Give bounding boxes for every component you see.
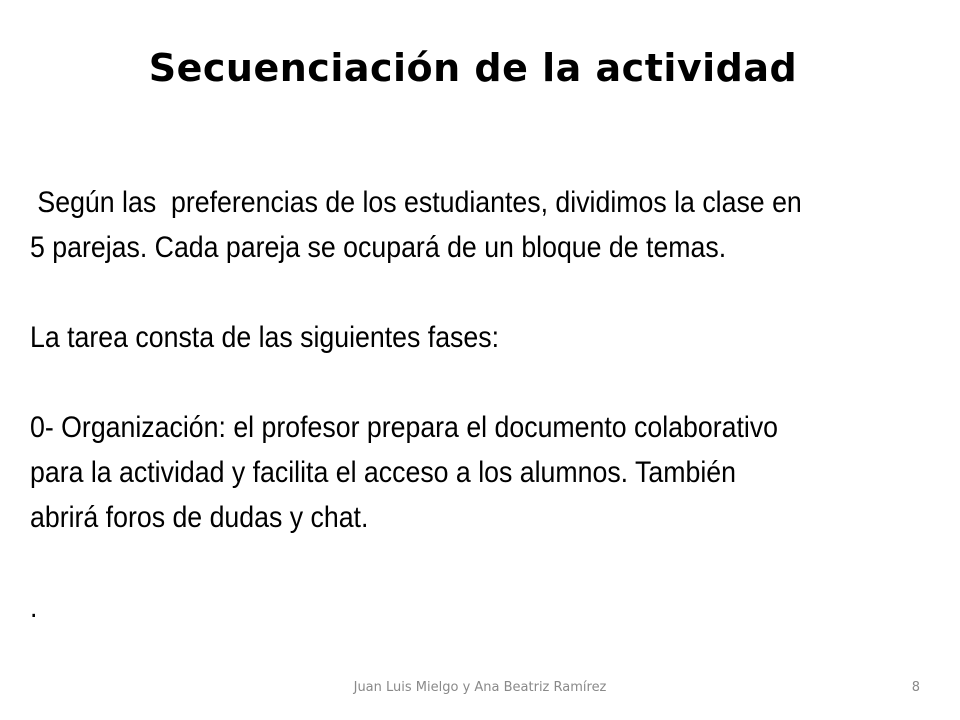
slide-body [30, 180, 929, 630]
body-line: . [30, 591, 38, 624]
body-line: abrirá foros de dudas y chat. [30, 501, 369, 534]
slide-title: Secuenciación de la actividad [148, 46, 798, 90]
paragraph-gap [30, 540, 929, 585]
body-line: para la actividad y facilita el acceso a los alumnos. También [30, 456, 736, 489]
body-line: Según las preferencias de los estudiantes, dividimos la clase en [30, 186, 802, 219]
paragraph-gap [30, 270, 929, 315]
footer-authors: Juan Luis Mielgo y Ana Beatriz Ramírez [353, 680, 607, 695]
body-line: 0- Organización: el profesor prepara el documento colaborativo [30, 411, 779, 444]
page-number: 8 [911, 680, 920, 695]
paragraph-gap [30, 360, 929, 405]
body-line: La tarea consta de las siguientes fases: [30, 321, 500, 354]
body-line: 5 parejas. Cada pareja se ocupará de un bloque de temas. [30, 231, 727, 264]
